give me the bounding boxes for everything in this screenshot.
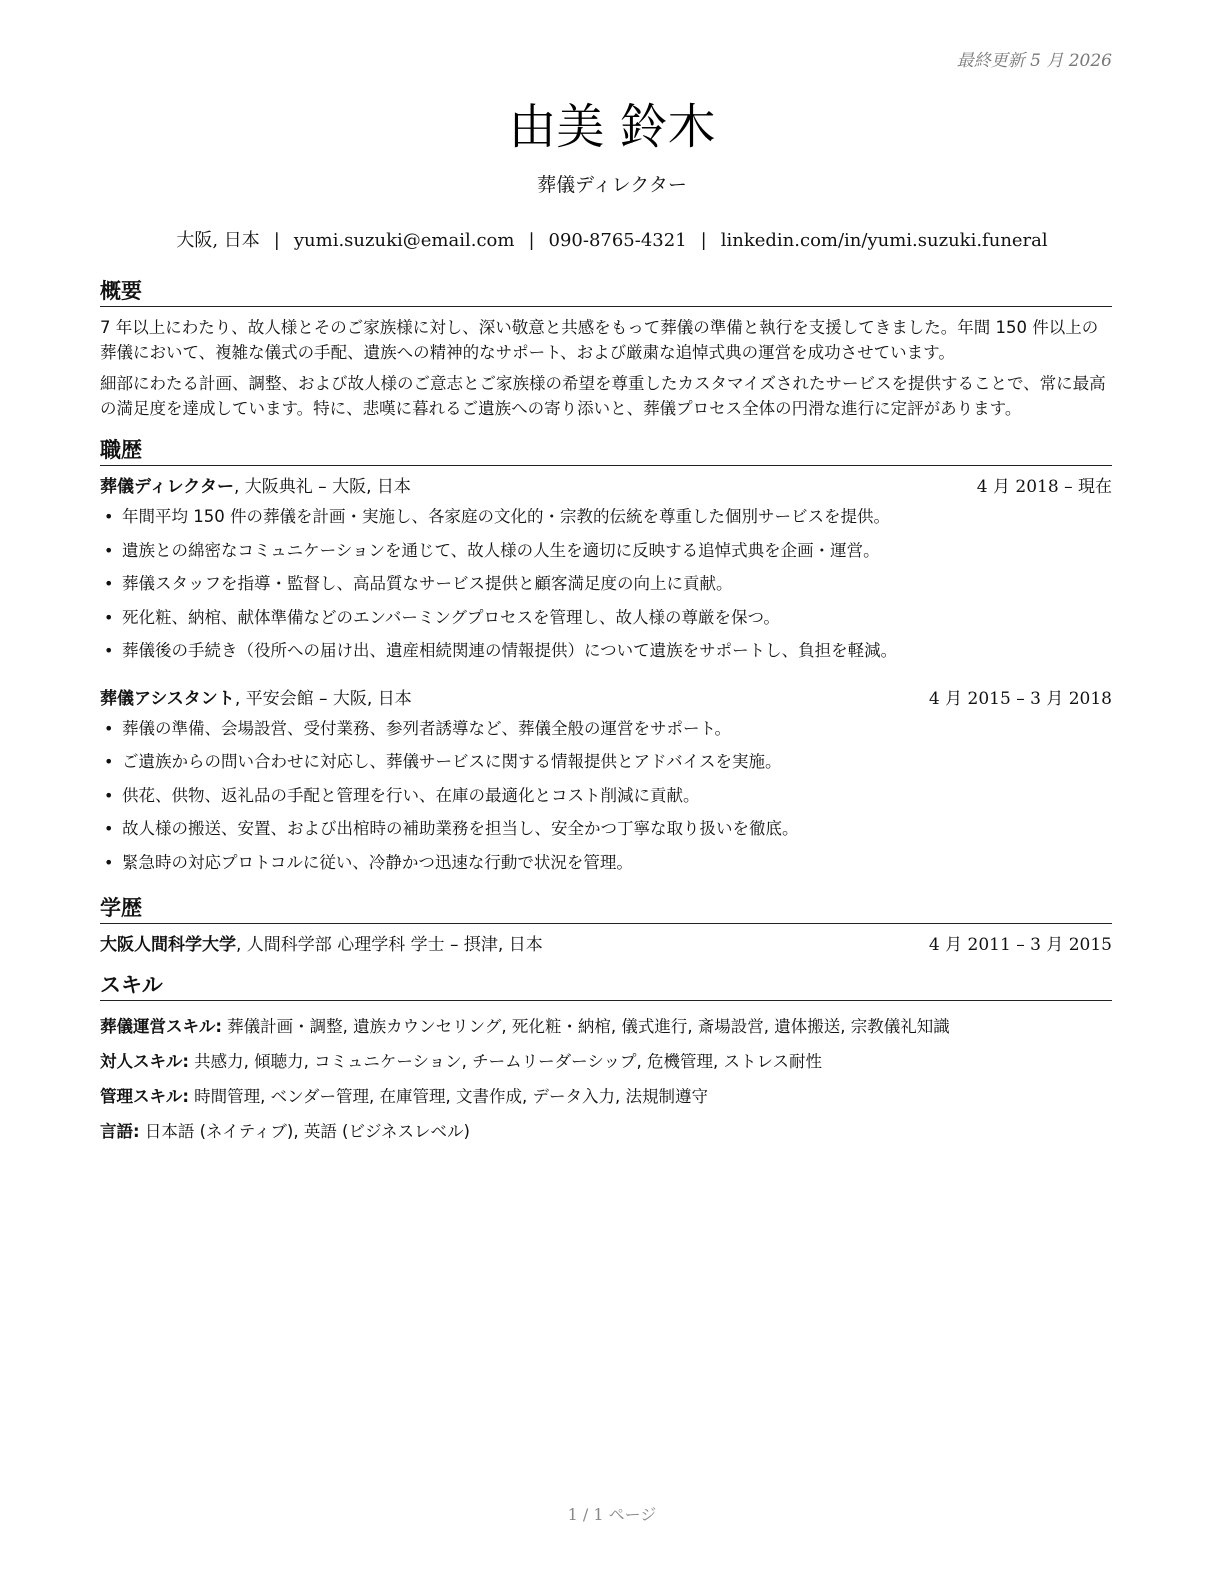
list-item: • 死化粧、納棺、献体準備などのエンバーミングプロセスを管理し、故人様の尊厳を保つ。 <box>100 601 1112 635</box>
education-entry <box>100 932 1112 958</box>
candidate-name: 由美 鈴木 <box>508 99 716 155</box>
contact-separator: | <box>528 230 535 251</box>
experience-heading: 職歴 <box>100 437 1112 466</box>
summary-paragraph: 細部にわたる計画、調整、および故人様のご意志とご家族様の希望を尊重したカスタマイズされたサービスを提供することで、常に最高の満足度を達成しています。特に、悲嘆に暮れるご遺族への寄り添いと、葬儀プロセス全体の円滑な進行に定評があります。 <box>100 374 1106 418</box>
job-header <box>100 474 1112 500</box>
page-number: 1 / 1 ページ <box>567 1505 657 1524</box>
list-item: • 葬儀後の手続き（役所への届け出、遺産相続関連の情報提供）について遺族をサポートし、負担を軽減。 <box>100 634 1112 668</box>
skills-heading: スキル <box>100 972 1112 1001</box>
list-item: • 緊急時の対応プロトコルに従い、冷静かつ迅速な行動で状況を管理。 <box>100 846 1112 880</box>
job-role: 葬儀アシスタント <box>100 688 235 709</box>
job-header <box>100 686 1112 712</box>
education-dates: 4 月 2011 – 3 月 2015 <box>928 935 1112 955</box>
resume-content <box>100 278 1112 1149</box>
list-item: • 遺族との綿密なコミュニケーションを通じて、故人様の人生を適切に反映する追悼式典を企画・運営。 <box>100 534 1112 568</box>
list-item: • 故人様の搬送、安置、および出棺時の補助業務を担当し、安全かつ丁寧な取り扱いを徹底。 <box>100 812 1112 846</box>
summary-heading: 概要 <box>100 278 1112 307</box>
contact-linkedin[interactable]: linkedin.com/in/yumi.suzuki.funeral <box>720 230 1048 251</box>
contact-separator: | <box>273 230 280 251</box>
skill-row <box>100 1079 1112 1114</box>
list-item: • 葬儀の準備、会場設営、受付業務、参列者誘導など、葬儀全般の運営をサポート。 <box>100 712 1112 746</box>
job-role: 葬儀ディレクター <box>100 477 234 497</box>
job-dates: 4 月 2018 – 現在 <box>976 477 1112 497</box>
skill-row <box>100 1044 1112 1079</box>
contact-phone[interactable]: 090-8765-4321 <box>548 230 687 251</box>
skill-label: 言語: <box>100 1122 140 1141</box>
skill-row <box>100 1114 1112 1149</box>
list-item: • ご遺族からの問い合わせに対応し、葬儀サービスに関する情報提供とアドバイスを実施。 <box>100 745 1112 779</box>
job-org: , 平安会館 – 大阪, 日本 <box>234 688 412 709</box>
degree-detail: , 人間科学部 心理学科 学士 – 摂津, 日本 <box>236 935 543 955</box>
list-item: • 葬儀スタッフを指導・監督し、高品質なサービス提供と顧客満足度の向上に貢献。 <box>100 567 1112 601</box>
job-title: 葬儀ディレクター <box>537 174 687 196</box>
contact-email[interactable]: yumi.suzuki@email.com <box>293 230 515 251</box>
skill-label: 管理スキル: <box>100 1087 189 1106</box>
skill-row <box>100 1009 1112 1044</box>
skill-label: 対人スキル: <box>100 1052 189 1071</box>
skill-label: 葬儀運営スキル: <box>100 1017 222 1036</box>
job-bullets <box>100 500 1112 668</box>
job-entry <box>100 686 1112 880</box>
skill-value: 日本語 (ネイティブ), 英語 (ビジネスレベル) <box>139 1122 470 1141</box>
education-heading: 学歴 <box>100 895 1112 924</box>
list-item: • 年間平均 150 件の葬儀を計画・実施し、各家庭の文化的・宗教的伝統を尊重した個別サービスを提供。 <box>100 500 1112 534</box>
job-bullets <box>100 712 1112 880</box>
list-item: • 供花、供物、返礼品の手配と管理を行い、在庫の最適化とコスト削減に貢献。 <box>100 779 1112 813</box>
skill-value: 時間管理, ベンダー管理, 在庫管理, 文書作成, データ入力, 法規制遵守 <box>188 1087 708 1106</box>
job-dates: 4 月 2015 – 3 月 2018 <box>928 688 1112 709</box>
contact-location: 大阪, 日本 <box>176 230 260 251</box>
contact-separator: | <box>700 230 707 251</box>
job-org: , 大阪典礼 – 大阪, 日本 <box>233 477 411 497</box>
contact-line <box>0 226 1224 252</box>
skill-value: 葬儀計画・調整, 遺族カウンセリング, 死化粧・納棺, 儀式進行, 斎場設営, 遺体搬送, 宗教儀礼知識 <box>221 1017 950 1036</box>
last-updated: 最終更新 5 月 2026 <box>956 51 1112 71</box>
job-entry <box>100 474 1112 668</box>
skill-value: 共感力, 傾聴力, コミュニケーション, チームリーダーシップ, 危機管理, ストレス耐性 <box>188 1052 822 1071</box>
summary-paragraph: 7 年以上にわたり、故人様とそのご家族様に対し、深い敬意と共感をもって葬儀の準備と執行を支援してきました。年間 150 件以上の葬儀において、複雑な儀式の手配、遺族への精神的なサポート、および厳粛な追悼式典の運営を成功させています。 <box>100 318 1099 362</box>
school-name: 大阪人間科学大学 <box>100 935 236 955</box>
